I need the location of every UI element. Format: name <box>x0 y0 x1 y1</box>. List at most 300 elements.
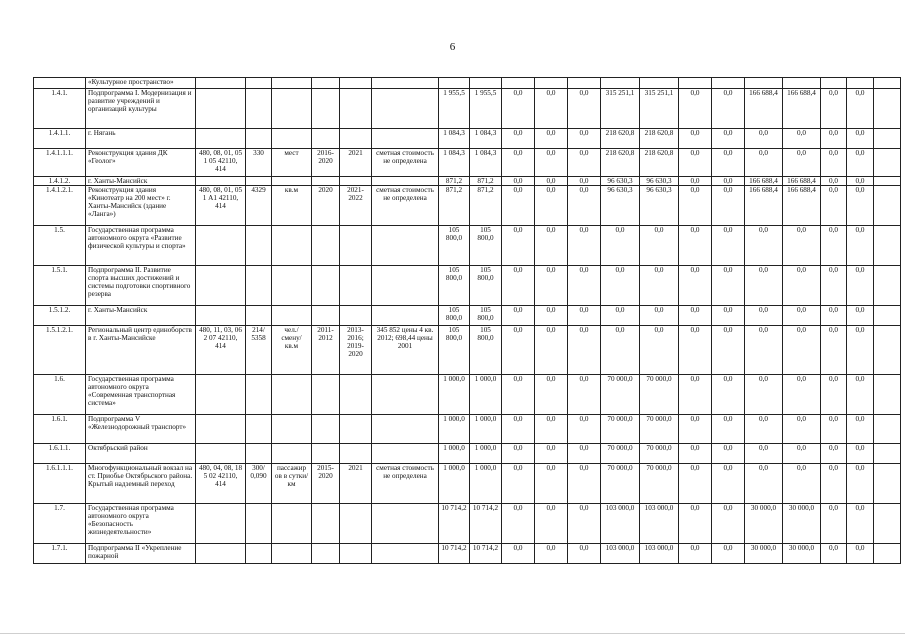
table-cell <box>312 266 340 306</box>
table-cell: 0,0 <box>535 375 568 415</box>
table-cell <box>372 375 439 415</box>
row-number-cell: 1.5.1.2.1. <box>34 326 86 375</box>
table-cell <box>272 177 312 186</box>
table-cell: 0,0 <box>568 326 601 375</box>
table-cell: 871,2 <box>439 177 470 186</box>
table-cell: 0,0 <box>783 326 821 375</box>
table-cell: 105 800,0 <box>470 226 502 266</box>
table-cell: 0,0 <box>535 186 568 226</box>
table-cell: 0,0 <box>535 326 568 375</box>
table-cell <box>312 504 340 544</box>
table-row <box>34 464 901 504</box>
table-cell: 0,0 <box>847 464 874 504</box>
table-cell: 0,0 <box>601 306 640 326</box>
table-row <box>34 149 901 177</box>
table-cell <box>246 375 272 415</box>
table-cell: 166 688,4 <box>783 89 821 129</box>
table-cell <box>340 89 372 129</box>
table-cell: 0,0 <box>679 89 712 129</box>
table-cell: 0,0 <box>640 306 679 326</box>
table-cell: 871,2 <box>470 177 502 186</box>
object-name-cell: г. Ханты-Мансийск <box>86 177 196 186</box>
table-cell: 0,0 <box>679 464 712 504</box>
table-cell <box>312 226 340 266</box>
table-cell: 0,0 <box>502 504 535 544</box>
table-cell: 0,0 <box>502 186 535 226</box>
table-cell: 0,0 <box>745 306 783 326</box>
table-cell: сметная стоимость не определена <box>372 186 439 226</box>
table-cell: 0,0 <box>847 444 874 464</box>
table-cell: 0,0 <box>712 266 745 306</box>
table-cell <box>196 226 246 266</box>
table-cell: 70 000,0 <box>640 415 679 444</box>
table-row <box>34 177 901 186</box>
table-cell: 0,0 <box>679 306 712 326</box>
table-cell: 0,0 <box>847 177 874 186</box>
table-cell <box>874 149 901 177</box>
table-cell: 0,0 <box>745 415 783 444</box>
table-cell: 166 688,4 <box>783 186 821 226</box>
table-cell: 103 000,0 <box>601 504 640 544</box>
table-cell <box>340 78 372 89</box>
table-cell: 0,0 <box>679 544 712 564</box>
table-cell <box>272 504 312 544</box>
table-cell: 1 000,0 <box>439 415 470 444</box>
table-cell: 300/ 0,090 <box>246 464 272 504</box>
table-cell: кв.м <box>272 186 312 226</box>
table-cell: 0,0 <box>568 129 601 149</box>
table-cell: 70 000,0 <box>601 375 640 415</box>
table-cell: 0,0 <box>535 226 568 266</box>
table-cell: 0,0 <box>783 266 821 306</box>
table-cell: 0,0 <box>502 544 535 564</box>
object-name-cell: Подпрограмма V «Железнодорожный транспорт» <box>86 415 196 444</box>
table-cell: 0,0 <box>679 149 712 177</box>
table-cell: сметная стоимость не определена <box>372 149 439 177</box>
table-cell: 1 955,5 <box>470 89 502 129</box>
table-cell: 0,0 <box>745 326 783 375</box>
table-cell: чел./ смену/ кв.м <box>272 326 312 375</box>
table-cell: 0,0 <box>712 375 745 415</box>
table-row <box>34 89 901 129</box>
table-cell: 1 000,0 <box>439 375 470 415</box>
table-cell: 0,0 <box>679 177 712 186</box>
table-cell: 0,0 <box>640 326 679 375</box>
table-cell: 0,0 <box>568 504 601 544</box>
table-cell: 70 000,0 <box>601 464 640 504</box>
table-cell <box>246 306 272 326</box>
table-cell: 0,0 <box>502 226 535 266</box>
table-cell: 0,0 <box>568 177 601 186</box>
table-cell: 0,0 <box>712 444 745 464</box>
table-cell: 0,0 <box>821 149 847 177</box>
table-cell: 105 800,0 <box>470 266 502 306</box>
table-cell: 2021-2022 <box>340 186 372 226</box>
table-cell: 0,0 <box>745 266 783 306</box>
table-cell: 0,0 <box>679 375 712 415</box>
table-cell: 10 714,2 <box>439 504 470 544</box>
table-cell: 2020 <box>312 186 340 226</box>
table-cell <box>246 266 272 306</box>
table-cell: 0,0 <box>679 415 712 444</box>
table-cell: 0,0 <box>745 464 783 504</box>
table-cell <box>340 177 372 186</box>
construction-objects-table <box>33 77 901 564</box>
table-row <box>34 266 901 306</box>
table-cell: 0,0 <box>679 504 712 544</box>
table-cell <box>312 89 340 129</box>
table-cell: 0,0 <box>535 149 568 177</box>
table-cell: 30 000,0 <box>745 504 783 544</box>
table-cell: 0,0 <box>821 89 847 129</box>
table-cell <box>312 306 340 326</box>
row-number-cell: 1.6.1.1.1. <box>34 464 86 504</box>
object-name-cell: Государственная программа автономного округа «Развитие физической культуры и спорта» <box>86 226 196 266</box>
table-cell <box>272 226 312 266</box>
table-cell <box>312 177 340 186</box>
table-cell: 70 000,0 <box>601 415 640 444</box>
table-cell <box>340 266 372 306</box>
table-cell: 0,0 <box>745 375 783 415</box>
table-cell: 315 251,1 <box>601 89 640 129</box>
table-cell: 0,0 <box>712 129 745 149</box>
table-cell: 0,0 <box>712 226 745 266</box>
table-cell <box>874 186 901 226</box>
table-cell <box>340 306 372 326</box>
table-cell <box>340 375 372 415</box>
table-cell <box>196 306 246 326</box>
table-row <box>34 306 901 326</box>
object-name-cell: Региональный центр единоборств в г. Ханты-Мансийске <box>86 326 196 375</box>
table-cell: 96 630,3 <box>601 186 640 226</box>
table-cell <box>272 375 312 415</box>
table-cell: 0,0 <box>821 375 847 415</box>
table-cell: 0,0 <box>712 306 745 326</box>
table-cell: 0,0 <box>502 326 535 375</box>
table-cell: 0,0 <box>847 326 874 375</box>
table-cell: 0,0 <box>783 375 821 415</box>
table-row <box>34 186 901 226</box>
table-cell: 0,0 <box>712 326 745 375</box>
table-cell: 0,0 <box>640 226 679 266</box>
table-cell <box>874 78 901 89</box>
table-cell: 0,0 <box>745 226 783 266</box>
table-row <box>34 415 901 444</box>
table-cell: 30 000,0 <box>745 544 783 564</box>
table-cell: 105 800,0 <box>439 226 470 266</box>
table-cell <box>601 78 640 89</box>
table-cell: 0,0 <box>847 504 874 544</box>
table-cell <box>821 78 847 89</box>
table-cell: 96 630,3 <box>601 177 640 186</box>
table-cell: 103 000,0 <box>640 504 679 544</box>
object-name-cell: «Культурное пространство» <box>86 78 196 89</box>
table-cell: 0,0 <box>712 415 745 444</box>
table-cell: 218 620,8 <box>640 149 679 177</box>
table-cell <box>874 226 901 266</box>
table-cell: мест <box>272 149 312 177</box>
table-cell <box>372 129 439 149</box>
table-cell: 0,0 <box>847 306 874 326</box>
object-name-cell: Подпрограмма II. Развитие спорта высших достижений и системы подготовки спортивного резерва <box>86 266 196 306</box>
table-row <box>34 326 901 375</box>
table-cell: 0,0 <box>640 266 679 306</box>
table-cell: 315 251,1 <box>640 89 679 129</box>
table-cell: 0,0 <box>745 149 783 177</box>
table-cell: 0,0 <box>568 544 601 564</box>
table-cell: 480, 04, 08, 18 5 02 42110, 414 <box>196 464 246 504</box>
table-cell: 0,0 <box>783 129 821 149</box>
table-cell <box>340 226 372 266</box>
table-cell: 0,0 <box>535 306 568 326</box>
table-row <box>34 226 901 266</box>
row-number-cell: 1.6.1.1. <box>34 444 86 464</box>
table-cell: 1 000,0 <box>439 444 470 464</box>
table-cell <box>340 544 372 564</box>
table-cell: 0,0 <box>502 464 535 504</box>
table-cell: 10 714,2 <box>470 544 502 564</box>
table-cell <box>312 129 340 149</box>
table-cell <box>312 544 340 564</box>
object-name-cell: Подпрограмма II «Укрепление пожарной <box>86 544 196 564</box>
table-cell: 30 000,0 <box>783 504 821 544</box>
table-cell <box>568 78 601 89</box>
table-cell: 0,0 <box>783 444 821 464</box>
table-cell <box>196 415 246 444</box>
table-cell <box>312 78 340 89</box>
table-cell <box>874 375 901 415</box>
table-cell <box>196 78 246 89</box>
table-cell: 1 000,0 <box>470 464 502 504</box>
table-cell: 0,0 <box>847 544 874 564</box>
table-cell: 218 620,8 <box>601 129 640 149</box>
table-cell <box>272 444 312 464</box>
table-cell: 0,0 <box>568 306 601 326</box>
table-cell: 0,0 <box>502 444 535 464</box>
table-row <box>34 78 901 89</box>
table-cell: 166 688,4 <box>745 177 783 186</box>
object-name-cell: Многофункциональный вокзал на ст. Приобье Октябрьского района. Крытый надземный переход <box>86 464 196 504</box>
table-cell: 0,0 <box>568 89 601 129</box>
table-row <box>34 504 901 544</box>
table-cell: 0,0 <box>679 326 712 375</box>
row-number-cell: 1.4.1.2. <box>34 177 86 186</box>
table-cell: 0,0 <box>568 415 601 444</box>
table-cell <box>372 89 439 129</box>
table-cell: 96 630,3 <box>640 177 679 186</box>
row-number-cell: 1.5.1.2. <box>34 306 86 326</box>
row-number-cell: 1.4.1. <box>34 89 86 129</box>
table-cell <box>196 129 246 149</box>
table-cell: 0,0 <box>502 149 535 177</box>
table-cell <box>196 89 246 129</box>
table-cell <box>745 78 783 89</box>
table-cell: 2021 <box>340 149 372 177</box>
table-cell: 0,0 <box>679 226 712 266</box>
table-cell: 0,0 <box>568 226 601 266</box>
table-cell <box>372 177 439 186</box>
table-cell: 0,0 <box>847 226 874 266</box>
table-cell: 345 852 цены 4 кв. 2012; 698,44 цены 2001 <box>372 326 439 375</box>
table-cell: 0,0 <box>502 415 535 444</box>
table-cell: 70 000,0 <box>601 444 640 464</box>
row-number-cell: 1.4.1.1. <box>34 129 86 149</box>
table-cell: 70 000,0 <box>640 464 679 504</box>
table-cell: 4329 <box>246 186 272 226</box>
row-number-cell: 1.5.1. <box>34 266 86 306</box>
table-cell: 0,0 <box>679 444 712 464</box>
table-cell: 871,2 <box>470 186 502 226</box>
table-cell <box>272 306 312 326</box>
table-cell: 0,0 <box>847 415 874 444</box>
table-cell: 10 714,2 <box>470 504 502 544</box>
table-cell <box>272 78 312 89</box>
row-number-cell: 1.5. <box>34 226 86 266</box>
table-cell: 30 000,0 <box>783 544 821 564</box>
table-cell: 166 688,4 <box>745 186 783 226</box>
table-cell <box>246 415 272 444</box>
table-row <box>34 544 901 564</box>
table-cell <box>712 78 745 89</box>
table-cell <box>847 78 874 89</box>
table-cell <box>874 415 901 444</box>
object-name-cell: Подпрограмма I. Модернизация и развитие учреждений и организаций культуры <box>86 89 196 129</box>
table-cell: 105 800,0 <box>439 326 470 375</box>
table-cell: 0,0 <box>821 504 847 544</box>
table-cell <box>196 266 246 306</box>
table-cell <box>246 89 272 129</box>
table-cell <box>874 544 901 564</box>
table-cell: 0,0 <box>568 464 601 504</box>
table-cell: 0,0 <box>679 129 712 149</box>
object-name-cell: Государственная программа автономного округа «Безопасность жизнедеятельности» <box>86 504 196 544</box>
table-cell: 0,0 <box>535 129 568 149</box>
table-cell: 0,0 <box>712 464 745 504</box>
table-cell: 0,0 <box>821 306 847 326</box>
table-cell <box>196 375 246 415</box>
table-cell: 330 <box>246 149 272 177</box>
table-cell <box>272 544 312 564</box>
table-cell: 0,0 <box>712 544 745 564</box>
table-cell <box>640 78 679 89</box>
table-cell: 166 688,4 <box>745 89 783 129</box>
table-cell: 0,0 <box>712 89 745 129</box>
table-cell <box>372 78 439 89</box>
table-cell <box>372 266 439 306</box>
table-cell: 105 800,0 <box>439 266 470 306</box>
table-cell <box>535 78 568 89</box>
table-cell <box>874 266 901 306</box>
table-cell: 2021 <box>340 464 372 504</box>
table-cell <box>783 78 821 89</box>
table-cell: 103 000,0 <box>601 544 640 564</box>
table-cell: 0,0 <box>847 266 874 306</box>
table-cell: 1 000,0 <box>470 415 502 444</box>
table-cell <box>196 444 246 464</box>
table-cell: 0,0 <box>847 186 874 226</box>
table-cell <box>246 177 272 186</box>
table-cell: 0,0 <box>712 504 745 544</box>
table-cell: 1 000,0 <box>470 444 502 464</box>
table-cell <box>679 78 712 89</box>
table-cell: 0,0 <box>847 375 874 415</box>
table-cell <box>372 415 439 444</box>
table-cell <box>340 415 372 444</box>
table-cell <box>874 306 901 326</box>
table-body <box>34 78 901 564</box>
table-cell: 1 000,0 <box>439 464 470 504</box>
table-cell <box>372 226 439 266</box>
table-cell: 0,0 <box>679 186 712 226</box>
table-cell: 0,0 <box>568 266 601 306</box>
table-cell: 0,0 <box>821 266 847 306</box>
table-cell: 0,0 <box>821 464 847 504</box>
table-cell <box>874 464 901 504</box>
table-row <box>34 444 901 464</box>
table-cell: 0,0 <box>502 375 535 415</box>
table-cell: 218 620,8 <box>640 129 679 149</box>
table-cell: 0,0 <box>535 444 568 464</box>
table-cell <box>312 444 340 464</box>
table-cell: 0,0 <box>535 177 568 186</box>
table-cell: 0,0 <box>783 149 821 177</box>
table-cell <box>372 444 439 464</box>
table-cell: 166 688,4 <box>783 177 821 186</box>
object-name-cell: Реконструкция здания ДК «Геолог» <box>86 149 196 177</box>
table-cell: 0,0 <box>601 266 640 306</box>
table-cell <box>246 78 272 89</box>
table-cell <box>272 89 312 129</box>
table-cell <box>272 415 312 444</box>
table-cell <box>246 226 272 266</box>
row-number-cell: 1.7. <box>34 504 86 544</box>
table-cell: 0,0 <box>847 149 874 177</box>
table-cell: 0,0 <box>568 149 601 177</box>
object-name-cell: Октябрьский район <box>86 444 196 464</box>
table-cell <box>502 78 535 89</box>
table-cell: 103 000,0 <box>640 544 679 564</box>
table-cell: 70 000,0 <box>640 444 679 464</box>
table-cell: 0,0 <box>821 186 847 226</box>
table-cell: 0,0 <box>502 129 535 149</box>
table-cell: 0,0 <box>535 266 568 306</box>
table-cell: 70 000,0 <box>640 375 679 415</box>
table-cell <box>246 544 272 564</box>
table-cell: пассажир ов в сутки/ км <box>272 464 312 504</box>
table-cell <box>312 375 340 415</box>
table-cell: 480, 08, 01, 05 1 05 42110, 414 <box>196 149 246 177</box>
table-cell: 2011-2012 <box>312 326 340 375</box>
table-cell: 2013-2016; 2019-2020 <box>340 326 372 375</box>
table-cell: 1 955,5 <box>439 89 470 129</box>
table-cell: 480, 08, 01, 05 1 А1 42110, 414 <box>196 186 246 226</box>
table-cell <box>874 129 901 149</box>
table-cell: 0,0 <box>712 186 745 226</box>
table-row <box>34 375 901 415</box>
table-cell: 0,0 <box>847 89 874 129</box>
table-cell <box>874 326 901 375</box>
table-cell: 0,0 <box>821 177 847 186</box>
object-name-cell: г. Ханты-Мансийск <box>86 306 196 326</box>
table-cell: 0,0 <box>783 226 821 266</box>
table-cell <box>340 504 372 544</box>
table-cell: 0,0 <box>502 266 535 306</box>
table-cell <box>470 78 502 89</box>
table-cell: 214/ 5358 <box>246 326 272 375</box>
table-cell: 0,0 <box>502 89 535 129</box>
table-cell <box>439 78 470 89</box>
object-name-cell: Реконструкция здания «Кинотеатр на 200 мест» г. Ханты-Мансийск (здание «Ланга») <box>86 186 196 226</box>
